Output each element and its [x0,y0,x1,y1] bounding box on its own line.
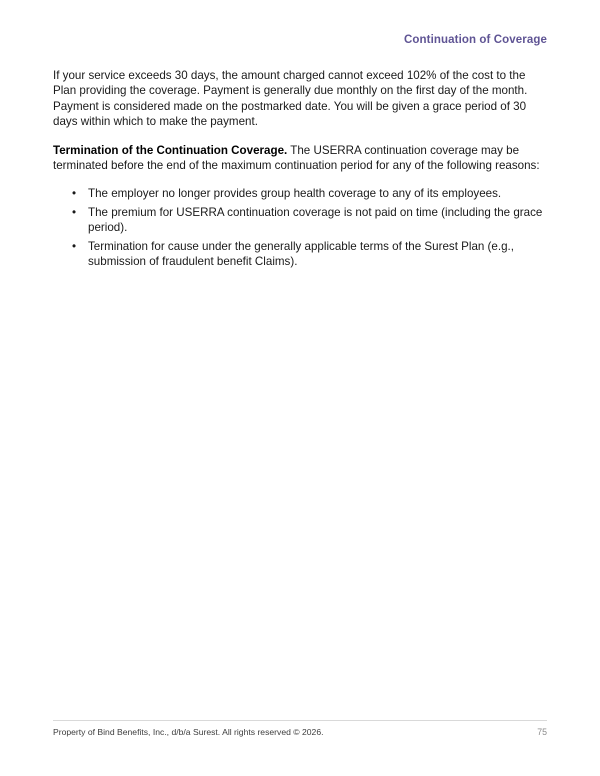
list-item-text: The premium for USERRA continuation coverage is not paid on time (including the grace period). [88,205,543,235]
footer-page-number: 75 [537,727,547,737]
bullet-dot-icon: • [72,205,77,219]
footer-copyright: Property of Bind Benefits, Inc., d/b/a Surest. All rights reserved © 2026. [53,727,324,737]
list-item-text: The employer no longer provides group health coverage to any of its employees. [88,187,502,201]
page-footer [53,720,547,738]
running-header: Continuation of Coverage [404,34,547,46]
footer-row [53,727,547,738]
paragraph-termination-heading: Termination of the Continuation Coverage. [53,143,288,157]
document-body [53,68,547,272]
list-item [53,205,547,236]
footer-divider [53,720,547,721]
list-item [53,186,547,201]
list-item-text: Termination for cause under the generally applicable terms of the Surest Plan (e.g., submission of fraudulent benefit Claims). [88,239,514,269]
bullet-dot-icon: • [72,239,77,253]
termination-reasons-list [53,186,547,269]
paragraph-termination [53,143,547,174]
paragraph-termination-text: The USERRA continuation coverage may be terminated before the end of the maximum continuation period for any of the following reasons: [53,143,540,173]
paragraph-intro-text: If your service exceeds 30 days, the amount charged cannot exceed 102% of the cost to the Plan providing the coverage. Payment is generally due monthly on the first day of the month. Payment is considered made on the postmarked date. You will be given a grace period of 30 days within which to make the payment. [53,69,528,129]
bullet-dot-icon: • [72,187,77,201]
list-item [53,239,547,270]
paragraph-intro [53,68,547,130]
